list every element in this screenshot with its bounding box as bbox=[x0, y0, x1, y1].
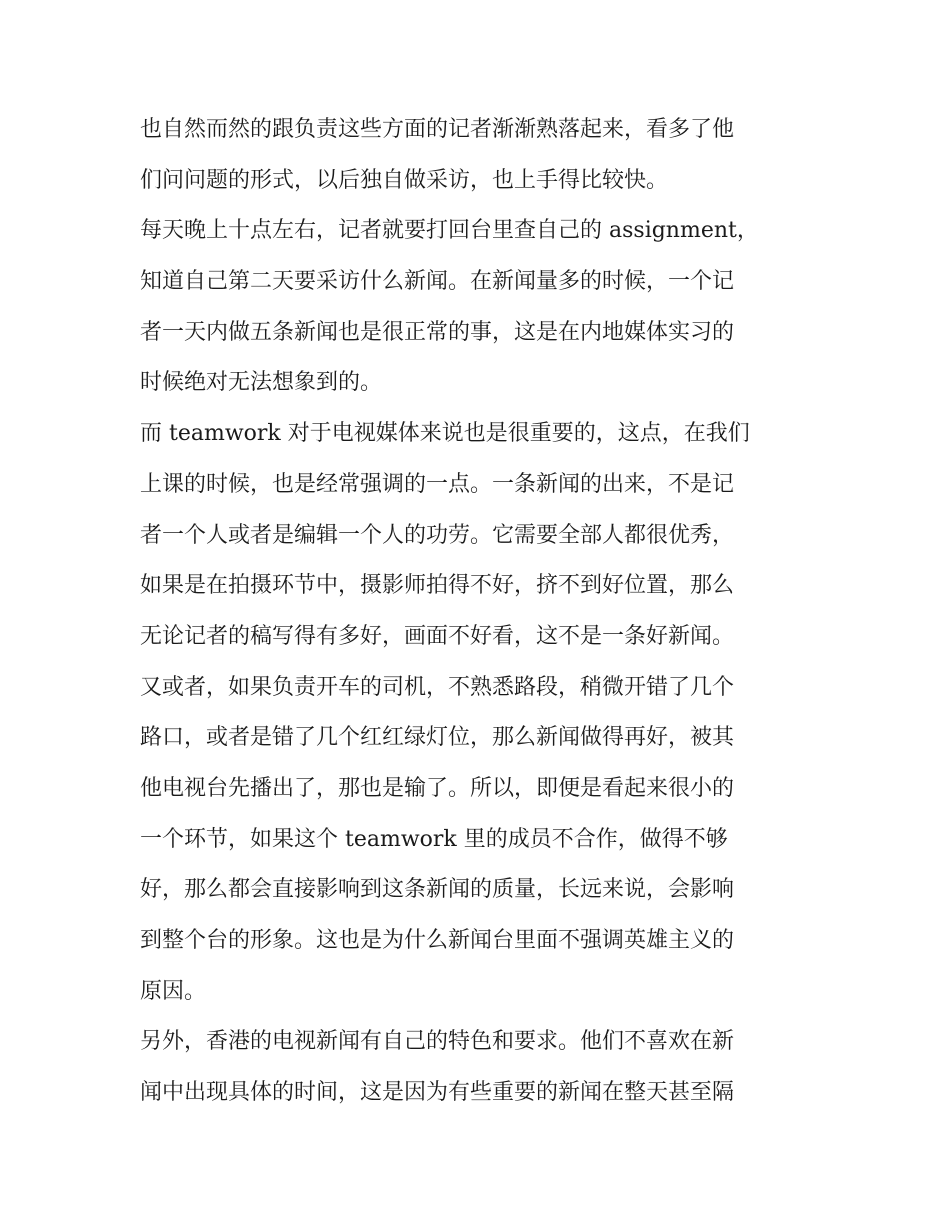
body-text bbox=[140, 105, 820, 1119]
text-line: 到整个台的形象。这也是为什么新闻台里面不强调英雄主义的 bbox=[140, 928, 735, 953]
text-line: 者一天内做五条新闻也是很正常的事，这是在内地媒体实习的 bbox=[140, 319, 735, 345]
text-line: 原因。 bbox=[140, 978, 207, 1004]
text-line: 闻中出现具体的时间，这是因为有些重要的新闻在整天甚至隔 bbox=[140, 1080, 735, 1106]
text-line: 无论记者的稿写得有多好，画面不好看，这不是一条好新闻。 bbox=[140, 623, 735, 649]
text-line: 知道自己第二天要采访什么新闻。在新闻量多的时候，一个记 bbox=[140, 269, 735, 295]
text-line: 又或者，如果负责开车的司机，不熟悉路段，稍微开错了几个 bbox=[140, 674, 735, 700]
text-line: 也自然而然的跟负责这些方面的记者渐渐熟落起来，看多了他 bbox=[140, 117, 735, 142]
text-line: 如果是在拍摄环节中，摄影师拍得不好，挤不到好位置，那么 bbox=[140, 573, 735, 599]
text-line: 们问问题的形式，以后独自做采访，也上手得比较快。 bbox=[140, 167, 669, 193]
text-line: 者一个人或者是编辑一个人的功劳。它需要全部人都很优秀， bbox=[140, 522, 735, 548]
text-line: 另外，香港的电视新闻有自己的特色和要求。他们不喜欢在新 bbox=[140, 1029, 735, 1055]
text-line: 而 teamwork 对于电视媒体来说也是很重要的，这点，在我们 bbox=[140, 421, 750, 447]
text-line: 时候绝对无法想象到的。 bbox=[140, 370, 383, 396]
text-line: 上课的时候，也是经常强调的一点。一条新闻的出来，不是记 bbox=[140, 471, 735, 497]
text-line: 他电视台先播出了，那也是输了。所以，即便是看起来很小的 bbox=[140, 775, 735, 801]
text-line: 每天晚上十点左右，记者就要打回台里查自己的 assignment， bbox=[140, 218, 759, 244]
text-line: 好，那么都会直接影响到这条新闻的质量，长远来说，会影响 bbox=[140, 877, 735, 903]
text-line: 一个环节，如果这个 teamwork 里的成员不合作，做得不够 bbox=[140, 826, 728, 852]
text-line: 路口，或者是错了几个红红绿灯位，那么新闻做得再好，被其 bbox=[140, 725, 735, 751]
